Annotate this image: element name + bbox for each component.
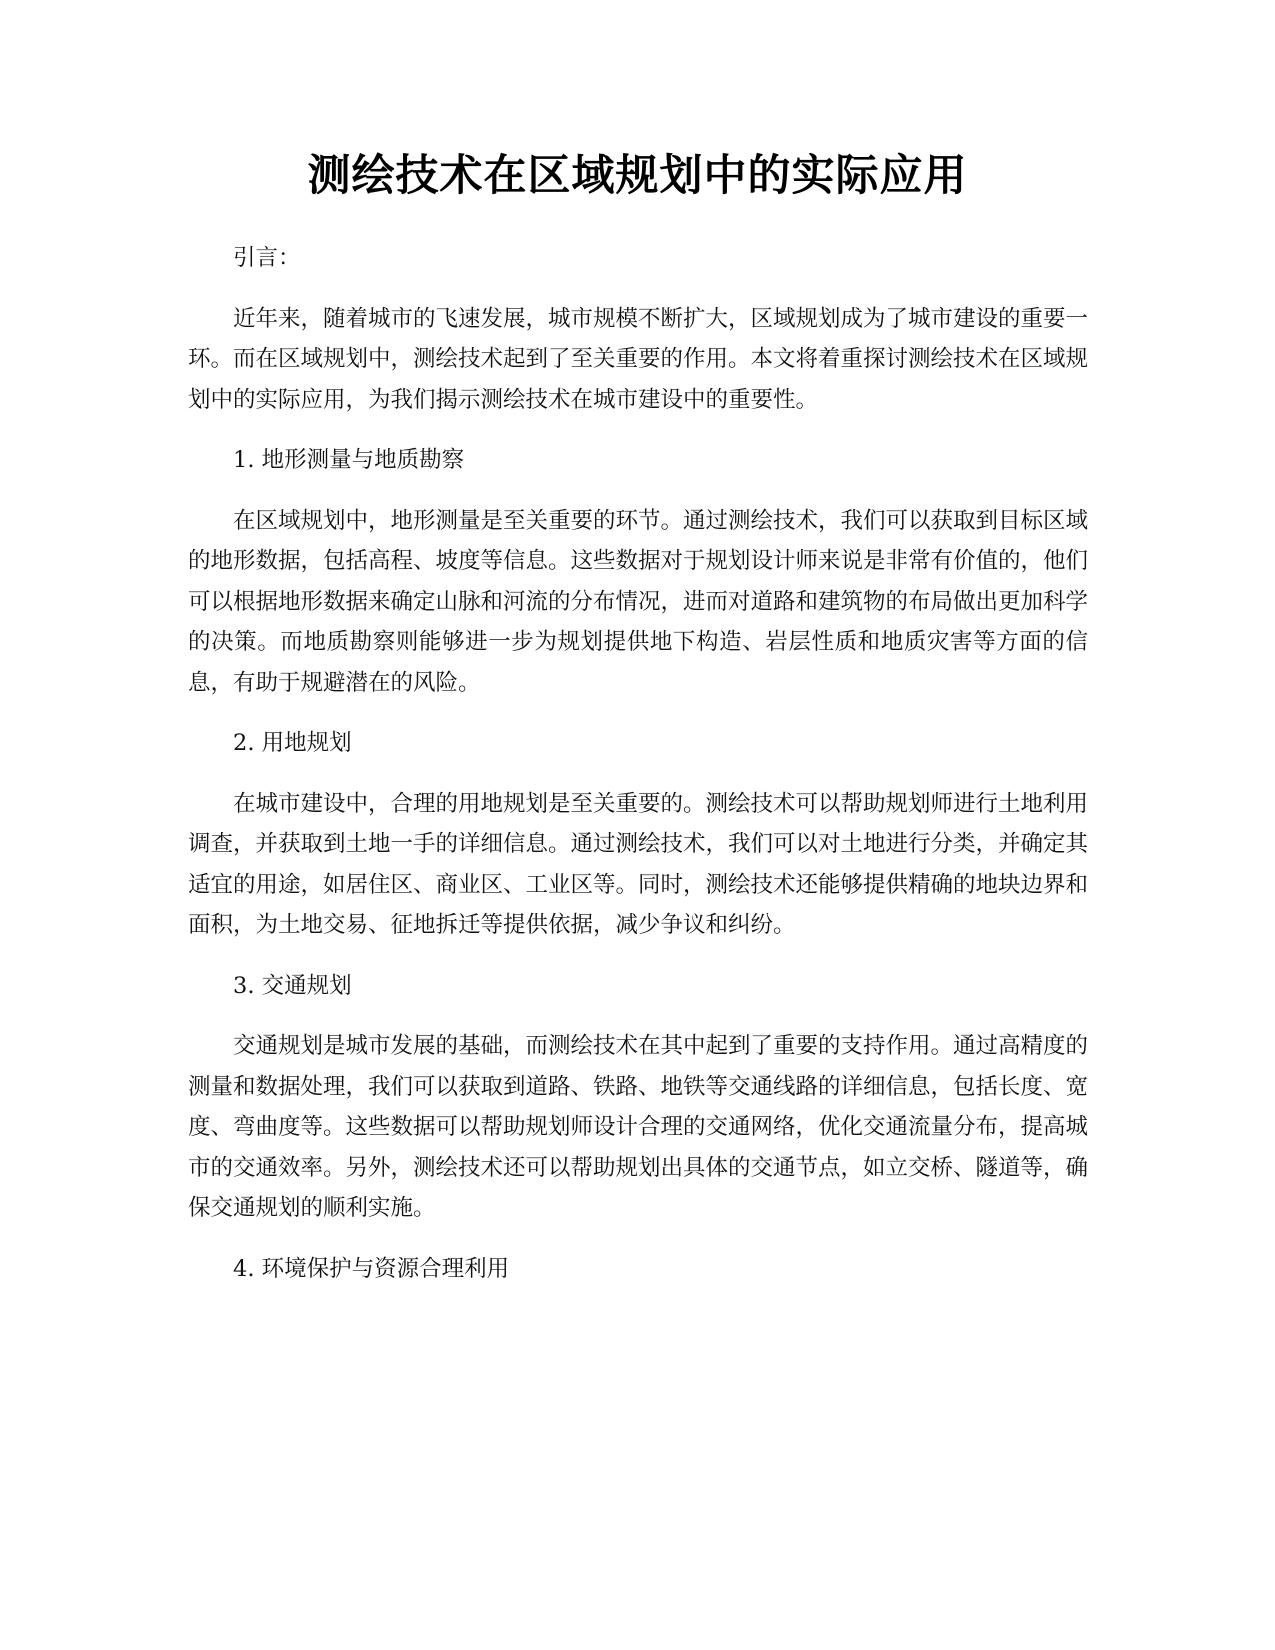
section-body-traffic: 交通规划是城市发展的基础，而测绘技术在其中起到了重要的支持作用。通过高精度的测量和数据处理，我们可以获取到道路、铁路、地铁等交通线路的详细信息，包括长度、宽度、弯曲度等。这些数据可以帮助规划师设计合理的交通网络，优化交通流量分布，提高城市的交通效率。另外，测绘技术还可以帮助规划出具体的交通节点，如立交桥、隧道等，确保交通规划的顺利实施。: [188, 1033, 1089, 1221]
section-heading-traffic: 3. 交通规划: [233, 972, 352, 999]
intro-paragraph: 近年来，随着城市的飞速发展，城市规模不断扩大，区域规划成为了城市建设的重要一环。而在区域规划中，测绘技术起到了至关重要的作用。本文将着重探讨测绘技术在区域规划中的实际应用，为我们揭示测绘技术在城市建设中的重要性。: [188, 305, 1089, 413]
intro-label: 引言：: [233, 245, 301, 271]
section-heading-terrain: 1. 地形测量与地质勘察: [233, 447, 465, 473]
section-heading-land-use: 2. 用地规划: [233, 730, 352, 756]
document-title: 测绘技术在区域规划中的实际应用: [307, 151, 968, 201]
section-body-terrain: 在区域规划中，地形测量是至关重要的环节。通过测绘技术，我们可以获取到目标区域的地形数据，包括高程、坡度等信息。这些数据对于规划设计师来说是非常有价值的，他们可以根据地形数据来确定山脉和河流的分布情况，进而对道路和建筑物的布局做出更加科学的决策。而地质勘察则能够进一步为规划提供地下构造、岩层性质和地质灾害等方面的信息，有助于规避潜在的风险。: [188, 507, 1089, 696]
section-body-land-use: 在城市建设中，合理的用地规划是至关重要的。测绘技术可以帮助规划师进行土地利用调查，并获取到土地一手的详细信息。通过测绘技术，我们可以对土地进行分类，并确定其适宜的用途，如居住区、商业区、工业区等。同时，测绘技术还能够提供精确的地块边界和面积，为土地交易、征地拆迁等提供依据，减少争议和纠纷。: [188, 790, 1089, 938]
document-body: [188, 238, 1088, 1309]
section-heading-environment: 4. 环境保护与资源合理利用: [233, 1255, 510, 1282]
